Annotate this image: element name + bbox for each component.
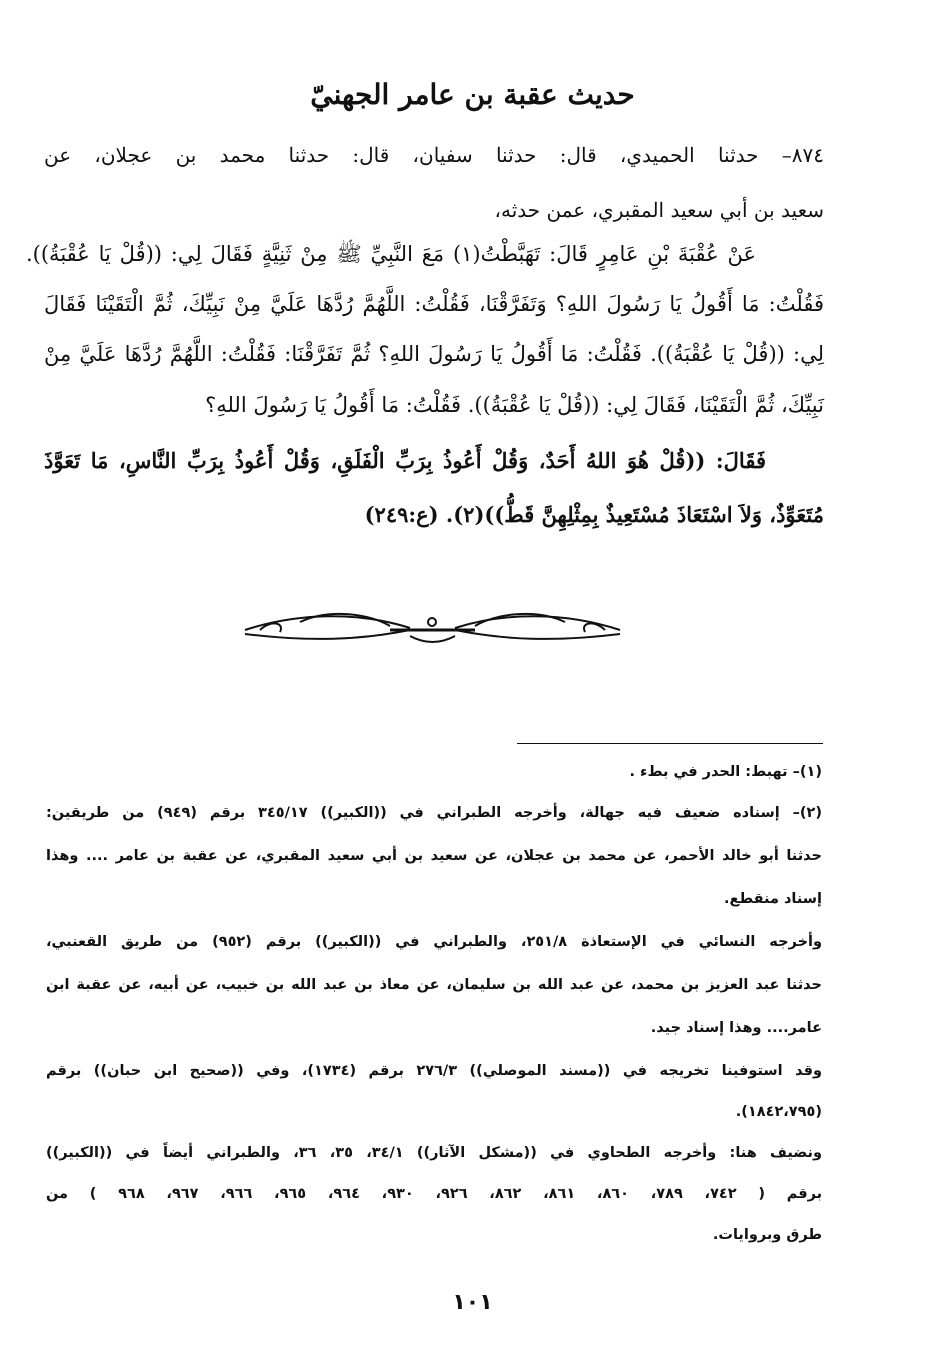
footnote-2-line-7: وقد استوفينا تخريجه في ((مسند الموصلي)) ٢٧٦/٣ برقم (١٧٣٤)، وفي ((صحيح ابن حبان)) برقم [46,1063,822,1079]
ornament-divider [240,600,625,650]
footnote-2-line-2: حدثنا أبو خالد الأحمر، عن محمد بن عجلان، عن سعيد بن أبي سعيد المقبري، عن عقبة بن عامر .... وهذا [46,848,822,864]
footnote-2-line-1: (٢)– إسناده ضعيف فيه جهالة، وأخرجه الطبراني في ((الكبير)) ٣٤٥/١٧ برقم (٩٤٩) من طريقين: [46,805,822,821]
footnote-2-line-6: عامر.... وهذا إسناد جيد. [650,1020,822,1036]
footnote-2-line-11: طرق وبروايات. [712,1227,822,1243]
hadith-line-1: عَنْ عُقْبَةَ بْنِ عَامِرٍ قَالَ: تَهَبَّطْتُ(١) مَعَ النَّبِيِّ ﷺ مِنْ ثَنِيَّةٍ فَقَالَ لِي: ((قُلْ يَا عُقْبَةُ)). [26,242,756,266]
footnote-1: (١)– تهبط: الحدر في بطء . [629,764,822,780]
hadith-line-2: فَقُلْتُ: مَا أَقُولُ يَا رَسُولَ اللهِ؟ وَتَفَرَّقْنَا، فَقُلْتُ: اللَّهُمَّ رُدَّهَا عَلَيَّ مِنْ نَبِيِّكَ، ثُمَّ الْتَقَيْنَا فَقَالَ [44,292,824,316]
hadith-line-3: لِي: ((قُلْ يَا عُقْبَةُ)). فَقُلْتُ: مَا أَقُولُ يَا رَسُولَ اللهِ؟ ثُمَّ تَفَرَّقْنَا: فَقُلْتُ: اللَّهُمَّ رُدَّهَا عَلَيَّ مِنْ [44,342,824,366]
hadith-line-5: فَقَالَ: ((قُلْ هُوَ اللهُ أَحَدٌ، وَقُلْ أَعُوذُ بِرَبِّ الْفَلَقِ، وَقُلْ أَعُوذُ بِرَبِّ النَّاسِ، مَا تَعَوَّذَ [44,448,766,473]
isnad-line-1: ٨٧٤– حدثنا الحميدي، قال: حدثنا سفيان، قال: حدثنا محمد بن عجلان، عن [44,143,824,167]
page-number: ١٠١ [452,1290,493,1315]
footnote-separator [517,743,823,744]
chapter-title: حديث عقبة بن عامر الجهنيّ [310,78,635,111]
hadith-line-4: نَبِيِّكَ، ثُمَّ الْتَقَيْنَا، فَقَالَ لِي: ((قُلْ يَا عُقْبَةُ)). فَقُلْتُ: مَا أَقُولُ يَا رَسُولَ اللهِ؟ [205,393,824,417]
footnote-2-line-5: حدثنا عبد العزيز بن محمد، عن عبد الله بن سليمان، عن معاذ بن عبد الله بن خبيب، عن أبيه، عن عقبة ابن [46,977,822,993]
hadith-line-6: مُتَعَوِّذٌ، وَلاَ اسْتَعَاذَ مُسْتَعِيذٌ بِمِثْلِهِنَّ قَطُّ))(٢). (ع:٢٤٩) [364,502,824,527]
footnote-2-line-8: (١٨٤٢،٧٩٥). [735,1104,822,1120]
isnad-line-2: سعيد بن أبي سعيد المقبري، عمن حدثه، [494,198,824,222]
footnote-2-line-3: إسناد منقطع. [724,891,822,907]
footnote-2-line-10: برقم ( ٧٤٢، ٧٨٩، ٨٦٠، ٨٦١، ٨٦٢، ٩٢٦، ٩٣٠، ٩٦٤، ٩٦٥، ٩٦٦، ٩٦٧، ٩٦٨ ) من [46,1186,823,1202]
footnote-2-line-9: ونضيف هنا: وأخرجه الطحاوي في ((مشكل الآثار)) ٣٤/١، ٣٥، ٣٦، والطبراني أيضاً في ((الكبير)) [46,1145,822,1161]
footnote-2-line-4: وأخرجه النسائي في الإستعاذة ٢٥١/٨، والطبراني في ((الكبير)) برقم (٩٥٢) من طريق القعنبي، [46,934,822,950]
